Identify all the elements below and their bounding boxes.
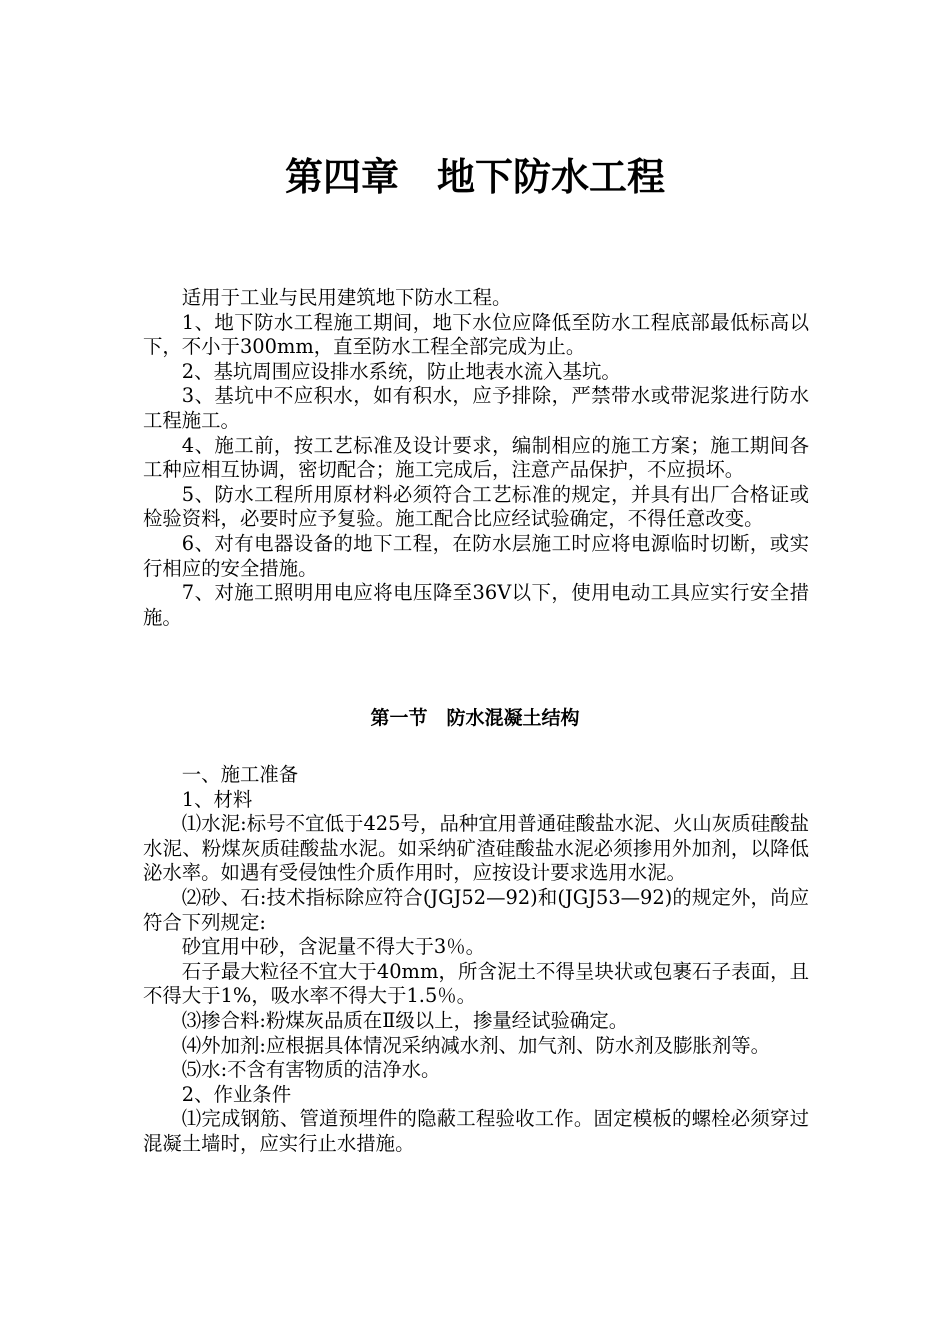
intro-paragraph-6: 6、对有电器设备的地下工程，在防水层施工时应将电源临时切断，或实行相应的安全措施。 bbox=[143, 531, 809, 580]
intro-paragraph-scope: 适用于工业与民用建筑地下防水工程。 bbox=[181, 286, 512, 309]
intro-paragraph-3: 3、基坑中不应积水，如有积水，应予排除，严禁带水或带泥浆进行防水工程施工。 bbox=[143, 384, 809, 432]
paragraph-sand-stone: ⑵砂、石:技术指标除应符合(JGJ52—92)和(JGJ53—92)的规定外，尚应符合下列规定: bbox=[143, 885, 809, 934]
paragraph-admixture: ⑶掺合料:粉煤灰品质在Ⅱ级以上，掺量经试验确定。 bbox=[181, 1008, 629, 1032]
paragraph-additive: ⑷外加剂:应根据具体情况采纳减水剂、加气剂、防水剂及膨胀剂等。 bbox=[181, 1033, 771, 1057]
paragraph-cement: ⑴水泥:标号不宜低于425号，品种宜用普通硅酸盐水泥、火山灰质硅酸盐水泥、粉煤灰质硅酸盐水泥。如采纳矿渣硅酸盐水泥必须掺用外加剂，以降低泌水率。如遇有受侵蚀性介质作用时，应按设计要求选用水泥。 bbox=[143, 812, 809, 885]
heading-work-conditions: 2、作业条件 bbox=[181, 1082, 292, 1106]
intro-section bbox=[143, 286, 809, 630]
intro-paragraph-5: 5、防水工程所用原材料必须符合工艺标准的规定，并具有出厂合格证或检验资料，必要时应予复验。施工配合比应经试验确定，不得任意改变。 bbox=[143, 482, 809, 531]
intro-paragraph-4: 4、施工前，按工艺标准及设计要求，编制相应的施工方案；施工期间各工种应相互协调，密切配合；施工完成后，注意产品保护，不应损坏。 bbox=[143, 433, 809, 482]
paragraph-water: ⑸水:不含有害物质的洁净水。 bbox=[181, 1058, 441, 1082]
intro-paragraph-2: 2、基坑周围应设排水系统，防止地表水流入基坑。 bbox=[181, 359, 621, 383]
paragraph-sand: 砂宜用中砂，含泥量不得大于3％。 bbox=[181, 935, 485, 959]
section-title: 第一节 防水混凝土结构 bbox=[370, 707, 580, 729]
paragraph-stone: 石子最大粒径不宜大于40mm，所含泥土不得呈块状或包裹石子表面，且不得大于1%，吸水率不得大于1.5％。 bbox=[143, 959, 809, 1008]
heading-materials: 1、材料 bbox=[181, 787, 253, 811]
chapter-title: 第四章 地下防水工程 bbox=[284, 155, 665, 199]
section-body bbox=[143, 763, 809, 1157]
heading-construction-preparation: 一、施工准备 bbox=[181, 763, 299, 786]
intro-paragraph-1: 1、地下防水工程施工期间，地下水位应降低至防水工程底部最低标高以下，不小于300mm，直至防水工程全部完成为止。 bbox=[143, 310, 809, 359]
paragraph-concealed-works: ⑴完成钢筋、管道预埋件的隐蔽工程验收工作。固定模板的螺栓必须穿过混凝土墙时，应实行止水措施。 bbox=[143, 1107, 809, 1155]
intro-paragraph-7: 7、对施工照明用电应将电压降至36V以下，使用电动工具应实行安全措施。 bbox=[143, 581, 809, 629]
